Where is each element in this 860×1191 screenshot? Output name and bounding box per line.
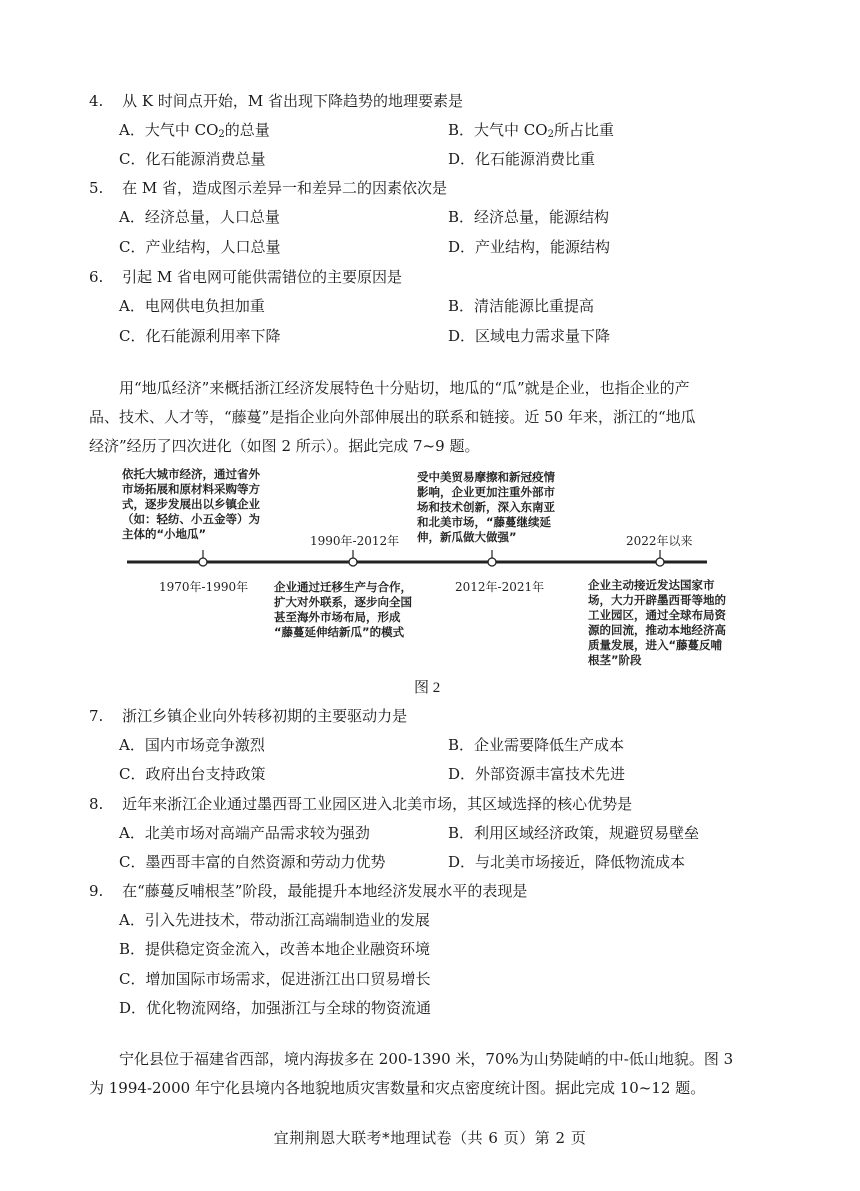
option-text: 区域电力需求量下降: [475, 327, 611, 345]
option-8c[interactable]: [119, 851, 386, 872]
question-number: 6.: [89, 268, 104, 286]
stage3-period: 2012年-2021年: [455, 580, 545, 594]
stage4-period: 2022年以来: [626, 534, 693, 548]
option-7b[interactable]: [448, 734, 624, 755]
option-text: 化石能源利用率下降: [145, 327, 281, 345]
figure-text-line: 依托大城市经济，通过省外: [122, 467, 260, 481]
option-9a[interactable]: [119, 909, 430, 930]
option-text: 政府出台支持政策: [145, 765, 266, 783]
option-text: 电网供电负担加重: [144, 297, 265, 315]
option-label: A．: [119, 297, 145, 315]
question-8: [89, 793, 632, 814]
option-5b[interactable]: [448, 206, 609, 227]
option-label: C．: [119, 327, 146, 345]
figure-text-line: 伸，新瓜做大做强”: [417, 530, 517, 544]
figure-text-line: 源的回流，推动本地经济高: [588, 623, 726, 637]
option-label: B．: [119, 940, 146, 958]
option-text: 大气中 CO: [474, 121, 548, 139]
paragraph-line: 宁化县位于福建省西部，境内海拔多在 200-1390 米，70%为山势陡峭的中-低山地貌。图 3: [119, 1050, 734, 1068]
option-text: 企业需要降低生产成本: [474, 736, 625, 754]
question-6: [89, 266, 402, 287]
option-text: 优化物流网络，加强浙江与全球的物资流通: [146, 999, 432, 1017]
option-8a[interactable]: [119, 822, 370, 843]
option-text: 利用区域经济政策，规避贸易壁垒: [474, 824, 700, 842]
option-text: 清洁能源比重提高: [474, 297, 595, 315]
option-text: 产业结构，能源结构: [475, 238, 611, 256]
timeline-axis: [125, 548, 710, 578]
option-text: 化石能源消费比重: [475, 150, 596, 168]
option-9b[interactable]: [119, 938, 430, 959]
option-label: B．: [448, 736, 475, 754]
intro-paragraph: [89, 374, 779, 461]
paragraph-line: 为 1994-2000 年宁化县境内各地貌地质灾害数量和灾点密度统计图。据此完成 10~12 题。: [89, 1079, 706, 1097]
page-footer: 宜荆荆恩大联考*地理试卷（共 6 页）第 2 页: [273, 1129, 587, 1147]
question-stem: 浙江乡镇企业向外转移初期的主要驱动力是: [122, 707, 408, 725]
stage2-description: [274, 580, 412, 640]
option-4c[interactable]: [119, 148, 266, 169]
option-label: C．: [119, 970, 146, 988]
option-label: B．: [448, 824, 475, 842]
question-7: [89, 705, 407, 726]
stage2-period: 1990年-2012年: [310, 534, 400, 548]
question-stem: 引起 M 省电网可能供需错位的主要原因是: [122, 268, 402, 286]
stage4-description: [588, 578, 726, 668]
figure-text-line: 和北美市场，“藤蔓继续延: [417, 515, 552, 529]
question-stem: 在 M 省，造成图示差异一和差异二的因素依次是: [122, 179, 447, 197]
option-8b[interactable]: [448, 822, 699, 843]
subscript: 2: [218, 129, 225, 140]
question-5: [89, 177, 447, 198]
figure-text-line: 场和技术创新，深入东南亚: [417, 500, 555, 514]
option-5a[interactable]: [119, 206, 280, 227]
option-label: D．: [119, 999, 147, 1017]
option-text: 产业结构，人口总量: [145, 238, 281, 256]
question-number: 4.: [89, 92, 104, 110]
option-label: D．: [448, 327, 476, 345]
paragraph-line: 用“地瓜经济”来概括浙江经济发展特色十分贴切，地瓜的“瓜”就是企业，也指企业的产: [119, 379, 690, 397]
figure-text-line: 根茎”阶段: [588, 653, 642, 667]
figure-text-line: 市场拓展和原材料采购等方: [122, 482, 260, 496]
stage1-description: [122, 467, 260, 542]
figure-text-line: 受中美贸易摩擦和新冠疫情: [417, 470, 555, 484]
option-label: B．: [448, 297, 475, 315]
option-5c[interactable]: [119, 236, 281, 257]
question-4: [89, 90, 463, 111]
option-6c[interactable]: [119, 325, 281, 346]
question-number: 7.: [89, 707, 104, 725]
option-label: C．: [119, 150, 146, 168]
question-number: 8.: [89, 795, 104, 813]
question-stem: 近年来浙江企业通过墨西哥工业园区进入北美市场，其区域选择的核心优势是: [122, 795, 633, 813]
subscript: 2: [547, 129, 554, 140]
option-text: 提供稳定资金流入，改善本地企业融资环境: [145, 940, 431, 958]
question-stem: 在“藤蔓反哺根茎”阶段，最能提升本地经济发展水平的表现是: [122, 882, 528, 900]
option-6b[interactable]: [448, 295, 594, 316]
figure-caption: 图 2: [414, 680, 441, 696]
option-text-suffix: 所占比重: [553, 121, 614, 139]
option-label: A．: [119, 121, 145, 139]
option-text: 经济总量，人口总量: [144, 208, 280, 226]
option-7c[interactable]: [119, 763, 266, 784]
option-text: 北美市场对高端产品需求较为强劲: [144, 824, 370, 842]
option-text: 外部资源丰富技术先进: [475, 765, 626, 783]
figure-text-line: 主体的“小地瓜”: [122, 527, 207, 541]
option-label: A．: [119, 824, 145, 842]
option-label: D．: [448, 853, 476, 871]
option-label: C．: [119, 853, 146, 871]
figure-text-line: 扩大对外联系，逐步向全国: [274, 595, 412, 609]
question-stem: 从 K 时间点开始，M 省出现下降趋势的地理要素是: [122, 92, 463, 110]
option-4d[interactable]: [448, 148, 595, 169]
option-label: A．: [119, 911, 145, 929]
figure-text-line: 式，逐步发展出以乡镇企业: [122, 497, 260, 511]
figure-text-line: （如：轻纺、小五金等）为: [122, 512, 260, 526]
option-label: C．: [119, 765, 146, 783]
paragraph-line: 品、技术、人才等，“藤蔓”是指企业向外部伸展出的联系和链接。近 50 年来，浙江的“地瓜: [89, 408, 696, 426]
option-text: 引入先进技术，带动浙江高端制造业的发展: [144, 911, 430, 929]
option-9c[interactable]: [119, 968, 431, 989]
question-number: 9.: [89, 882, 104, 900]
option-6a[interactable]: [119, 295, 265, 316]
option-text: 大气中 CO: [144, 121, 219, 139]
option-text: 墨西哥丰富的自然资源和劳动力优势: [145, 853, 386, 871]
option-label: D．: [448, 150, 476, 168]
option-label: C．: [119, 238, 146, 256]
option-label: D．: [448, 238, 476, 256]
option-6d[interactable]: [448, 325, 610, 346]
figure-text-line: 企业主动接近发达国家市: [588, 578, 715, 592]
question-number: 5.: [89, 179, 104, 197]
option-label: A．: [119, 736, 145, 754]
option-label: B．: [448, 121, 475, 139]
option-label: B．: [448, 208, 475, 226]
figure-text-line: 企业通过迁移生产与合作，: [274, 580, 412, 594]
option-7a[interactable]: [119, 734, 265, 755]
stage1-period: 1970年-1990年: [159, 580, 249, 594]
figure-text-line: 质量发展，进入“藤蔓反哺: [588, 638, 723, 652]
figure-text-line: 场，大力开辟墨西哥等地的: [588, 593, 726, 607]
option-text: 与北美市场接近，降低物流成本: [475, 853, 686, 871]
option-text-suffix: 的总量: [224, 121, 270, 139]
closing-paragraph: [89, 1045, 779, 1103]
figure-text-line: 影响，企业更加注重外部市: [417, 485, 555, 499]
figure-text-line: 工业园区，通过全球布局资: [588, 608, 726, 622]
option-text: 国内市场竞争激烈: [144, 736, 265, 754]
stage3-description: [417, 470, 555, 545]
question-9: [89, 880, 527, 901]
option-text: 经济总量，能源结构: [474, 208, 610, 226]
option-label: A．: [119, 208, 145, 226]
option-9d[interactable]: [119, 997, 431, 1018]
option-text: 增加国际市场需求，促进浙江出口贸易增长: [145, 970, 431, 988]
option-8d[interactable]: [448, 851, 685, 872]
option-7d[interactable]: [448, 763, 625, 784]
figure-text-line: “藤蔓延伸结新瓜”的模式: [274, 625, 405, 639]
option-label: D．: [448, 765, 476, 783]
figure-text-line: 甚至海外市场布局，形成: [274, 610, 401, 624]
option-text: 化石能源消费总量: [145, 150, 266, 168]
option-5d[interactable]: [448, 236, 610, 257]
paragraph-line: 经济”经历了四次进化（如图 2 所示）。据此完成 7~9 题。: [89, 437, 480, 455]
option-4a[interactable]: [119, 119, 270, 140]
option-4b[interactable]: [448, 119, 614, 140]
